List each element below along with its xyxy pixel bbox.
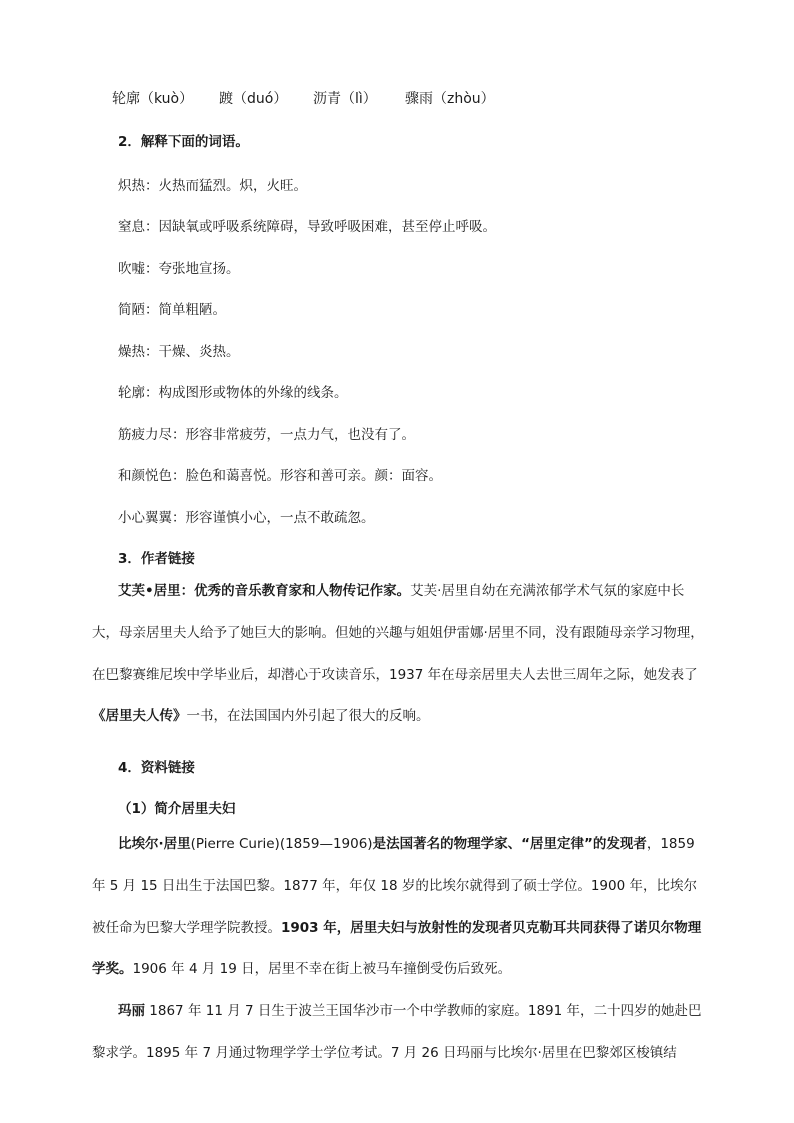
pinyin-item: 沥青（lì）: [313, 91, 377, 107]
marie-text: 1867 年 11 月 7 日生于波兰王国华沙市一个中学教师的家庭。1891 年，二十四岁的她赴巴黎求学。1895 年 7 月通过物理学学士学位考试。7 月 26 日玛丽与比埃尔·居里在巴黎郊区梭镇结: [92, 1003, 702, 1061]
nobel-bold-text: 1903 年，居里夫妇与放射性的发现者贝克勒耳共同获得了诺贝尔物理学奖。: [92, 919, 702, 978]
author-paragraph: [92, 571, 704, 738]
pierre-text: ，1859 年 5 月 15 日出生于法国巴黎。1877 年，年仅 18 岁的比埃尔就得到了硕士学位。1900 年，比埃尔被任命为巴黎大学理学院教授。: [92, 836, 697, 936]
pinyin-item: 轮廓（kuò）: [112, 91, 194, 107]
author-text-end: 一书，在法国国内外引起了很大的反响。: [186, 708, 430, 725]
section-heading-2: 2．解释下面的词语。: [118, 134, 249, 150]
pinyin-item: 骤雨（zhòu）: [405, 91, 495, 107]
definition-item: 简陋：简单粗陋。: [118, 302, 226, 318]
subsection-heading: （1）简介居里夫妇: [118, 801, 236, 817]
definition-item: 炽热：火热而猛烈。炽，火旺。: [118, 178, 307, 194]
section-heading-4: 4．资料链接: [118, 760, 195, 776]
pierre-text: 1906 年 4 月 19 日，居里不幸在街上被马车撞倒受伤后致死。: [132, 961, 512, 978]
book-title: 《居里夫人传》: [92, 708, 187, 725]
definition-item: 筋疲力尽：形容非常疲劳，一点力气，也没有了。: [118, 427, 415, 443]
marie-paragraph: [92, 991, 704, 1075]
section-heading-3: 3．作者链接: [118, 551, 195, 567]
pinyin-row: [112, 88, 495, 108]
author-text: 艾芙·居里自幼在充满浓郁学术气氛的家庭中长大，母亲居里夫人给予了她巨大的影响。但她的兴趣与姐姐伊雷娜·居里不同，没有跟随母亲学习物理，在巴黎赛维尼埃中学毕业后，却潜心于攻读音乐，1937 年在母亲居里夫人去世三周年之际，她发表了: [92, 583, 704, 683]
definition-item: 轮廓：构成图形或物体的外缘的线条。: [118, 385, 348, 401]
pierre-paragraph: [92, 824, 704, 991]
marie-name: 玛丽: [118, 1003, 145, 1019]
definition-item: 和颜悦色：脸色和蔼喜悦。形容和善可亲。颜：面容。: [118, 468, 442, 484]
definition-item: 窒息：因缺氧或呼吸系统障碍，导致呼吸困难，甚至停止呼吸。: [118, 219, 496, 235]
pierre-bold-text: 是法国著名的物理学家、“居里定律”的发现者: [372, 836, 647, 852]
author-bold-intro: 艾芙•居里：优秀的音乐教育家和人物传记作家。: [118, 583, 411, 599]
pinyin-item: 踱（duó）: [219, 91, 288, 107]
definition-item: 燥热：干燥、炎热。: [118, 344, 240, 360]
definition-item: 吹嘘：夸张地宣扬。: [118, 261, 240, 277]
pierre-text: (Pierre Curie)(1859—1906): [190, 836, 373, 852]
pierre-name: 比埃尔·居里: [118, 836, 191, 852]
definition-item: 小心翼翼：形容谨慎小心，一点不敢疏忽。: [118, 510, 375, 526]
